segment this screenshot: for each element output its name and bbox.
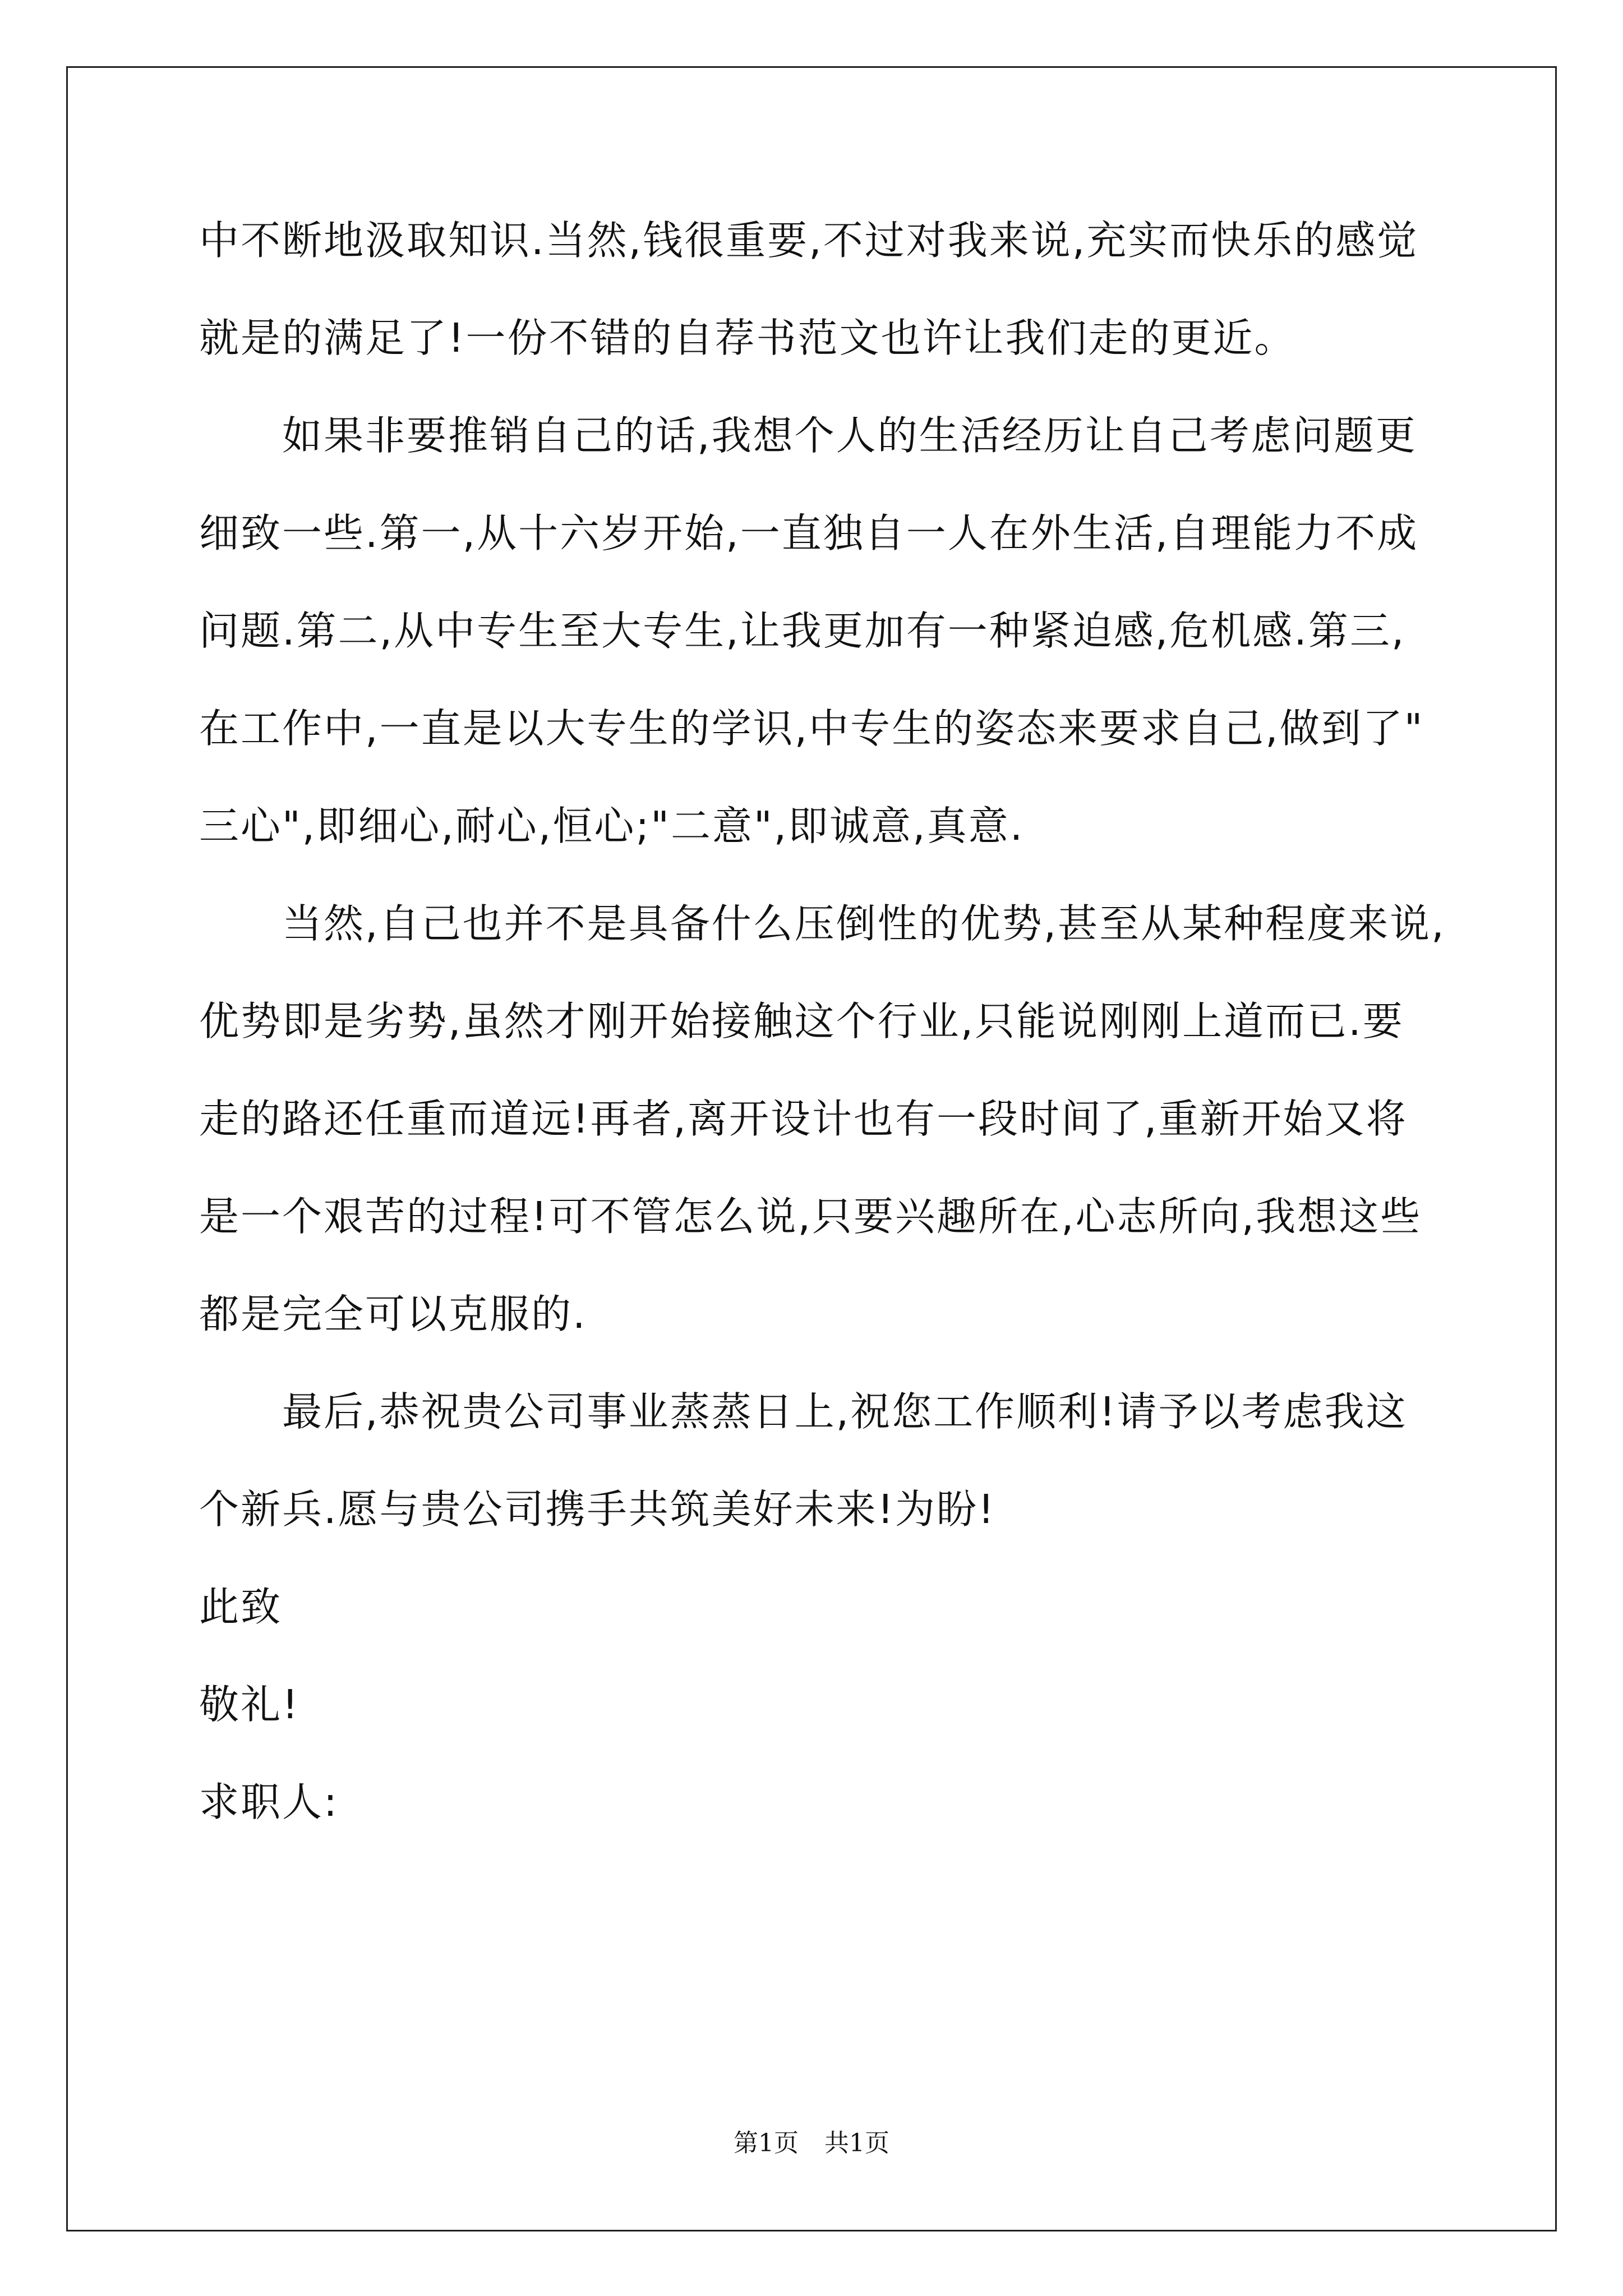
page-total: 共1页 — [824, 2129, 889, 2157]
closing-salutation: 此致 — [199, 1584, 283, 1630]
text-line: 就是的满足了!一份不错的自荐书范文也许让我们走的更近。 — [199, 315, 1296, 361]
text-line: 问题.第二,从中专生至大专生,让我更加有一种紧迫感,危机感.第三, — [199, 608, 1406, 654]
signature-label: 求职人: — [199, 1779, 339, 1825]
text-line: 在工作中,一直是以大专生的学识,中专生的姿态来要求自己,做到了" — [199, 705, 1424, 752]
text-line: 个新兵.愿与贵公司携手共筑美好未来!为盼! — [199, 1486, 996, 1533]
text-line: 是一个艰苦的过程!可不管怎么说,只要兴趣所在,心志所向,我想这些 — [199, 1193, 1422, 1240]
page-current: 第1页 — [734, 2129, 799, 2157]
text-line: 都是完全可以克服的. — [199, 1291, 587, 1337]
text-line: 走的路还任重而道远!再者,离开设计也有一段时间了,重新开始又将 — [199, 1096, 1408, 1142]
paragraph-start-line: 当然,自己也并不是具备什么压倒性的优势,甚至从某种程度来说, — [282, 900, 1446, 947]
letter-body — [199, 217, 1446, 1876]
paragraph-start-line: 如果非要推销自己的话,我想个人的生活经历让自己考虑问题更 — [282, 412, 1417, 459]
text-line: 中不断地汲取知识.当然,钱很重要,不过对我来说,充实而快乐的感觉 — [199, 217, 1419, 264]
text-line: 细致一些.第一,从十六岁开始,一直独自一人在外生活,自理能力不成 — [199, 510, 1419, 556]
text-line: 优势即是劣势,虽然才刚开始接触这个行业,只能说刚刚上道而已.要 — [199, 998, 1404, 1045]
paragraph-start-line: 最后,恭祝贵公司事业蒸蒸日上,祝您工作顺利!请予以考虑我这 — [282, 1388, 1408, 1435]
text-line: 三心",即细心,耐心,恒心;"二意",即诚意,真意. — [199, 803, 1025, 849]
closing-regards: 敬礼! — [199, 1681, 300, 1728]
page-footer — [0, 2128, 1623, 2159]
